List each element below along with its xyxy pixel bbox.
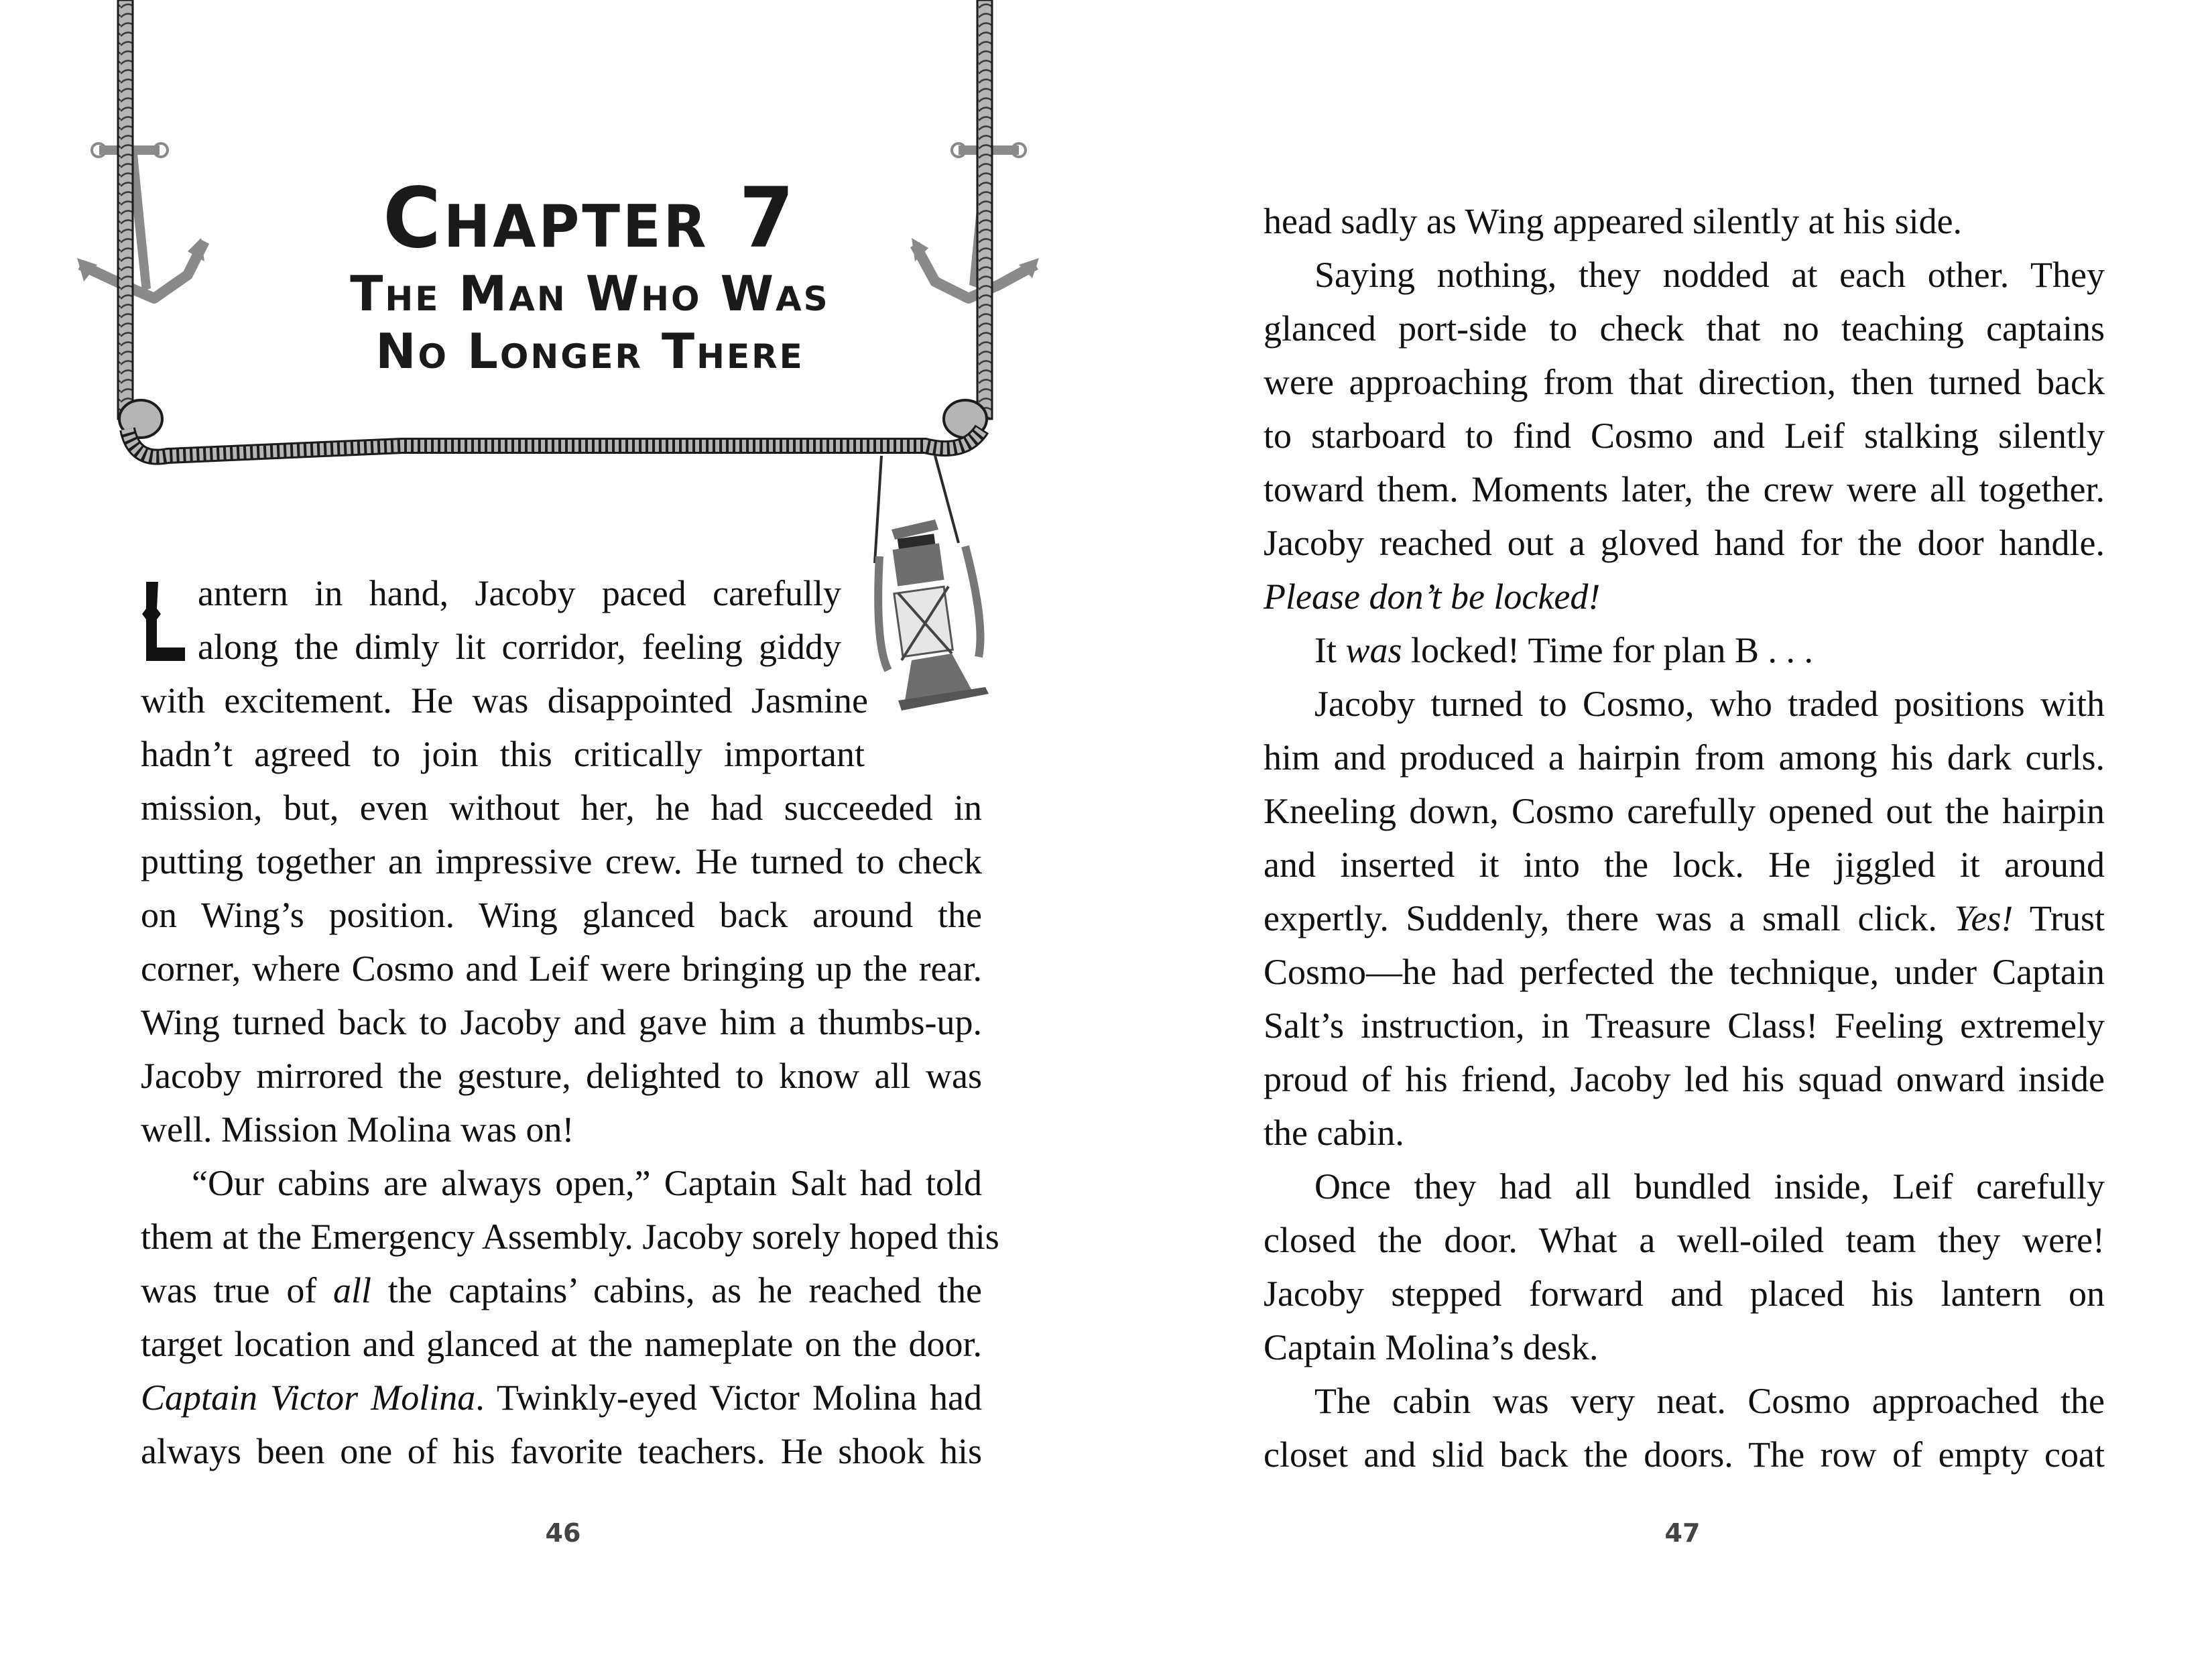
text-line: to starboard to find Cosmo and Leif stalking silently — [1264, 416, 2105, 456]
drop-cap-L — [141, 582, 188, 662]
page-number: 46 — [545, 1518, 581, 1548]
text-line: on Wing’s position. Wing glanced back around the — [141, 895, 982, 935]
text-line: It was locked! Time for plan B . . . — [1314, 630, 1814, 670]
text-line: hadn’t agreed to join this critically important — [141, 734, 865, 774]
text-line: toward them. Moments later, the crew were all together. — [1264, 469, 2105, 509]
text-line: Cosmo—he had perfected the technique, under Captain — [1264, 952, 2105, 992]
page-number: 47 — [1664, 1518, 1701, 1548]
text-line: Jacoby stepped forward and placed his lantern on — [1264, 1274, 2105, 1314]
text-line: Salt’s instruction, in Treasure Class! Feeling extremely — [1264, 1005, 2105, 1046]
anchor-right-icon — [912, 143, 1039, 298]
text-line: proud of his friend, Jacoby led his squad onward inside — [1264, 1059, 2105, 1099]
text-line: Captain Victor Molina. Twinkly-eyed Victor Molina had — [141, 1377, 982, 1418]
text-line: corner, where Cosmo and Leif were bringing up the rear. — [141, 948, 982, 989]
text-line: putting together an impressive crew. He turned to check — [141, 841, 982, 881]
text-line: him and produced a hairpin from among his dark curls. — [1264, 737, 2105, 778]
chapter-heading — [255, 171, 925, 380]
chapter-title-line-1: The Man Who Was — [350, 265, 830, 322]
text-line: Saying nothing, they nodded at each other. They — [1314, 255, 2105, 295]
right-page — [1106, 0, 2212, 1659]
text-line: The cabin was very neat. Cosmo approached the — [1314, 1381, 2105, 1421]
text-line: mission, but, even without her, he had succeeded in — [141, 788, 982, 828]
text-line: Captain Molina’s desk. — [1264, 1327, 1599, 1367]
hanging-lantern-icon — [875, 456, 989, 711]
anchor-left-icon — [77, 143, 204, 298]
text-line: Kneeling down, Cosmo carefully opened out the hairpin — [1264, 791, 2105, 831]
right-body-text — [1264, 194, 2105, 1481]
text-line: Wing turned back to Jacoby and gave him a thumbs-up. — [141, 1002, 982, 1042]
text-line: with excitement. He was disappointed Jasmine — [141, 680, 868, 721]
text-line: head sadly as Wing appeared silently at his side. — [1264, 201, 1963, 241]
text-line: were approaching from that direction, then turned back — [1264, 362, 2105, 402]
text-line: glanced port-side to check that no teaching captains — [1264, 308, 2105, 349]
text-line: Once they had all bundled inside, Leif carefully — [1314, 1166, 2105, 1207]
text-line: Jacoby mirrored the gesture, delighted to know all was — [141, 1056, 982, 1096]
text-line: antern in hand, Jacoby paced carefully — [198, 573, 841, 613]
chapter-title-line-2: No Longer There — [375, 323, 804, 379]
wrap-lines — [141, 674, 868, 781]
text-line: Jacoby turned to Cosmo, who traded positions with — [1314, 684, 2105, 724]
text-line: target location and glanced at the nameplate on the door. — [141, 1324, 982, 1364]
text-line: “Our cabins are always open,” Captain Salt had told — [192, 1163, 982, 1203]
text-line: the cabin. — [1264, 1113, 1404, 1153]
text-line: and inserted it into the lock. He jiggled it around — [1264, 845, 2105, 885]
chapter-number: Chapter 7 — [383, 169, 797, 267]
text-line: expertly. Suddenly, there was a small click. Yes! Trust — [1264, 898, 2105, 938]
text-line: closed the door. What a well-oiled team they were! — [1264, 1220, 2105, 1260]
text-line: closet and slid back the doors. The row of empty coat — [1264, 1434, 2105, 1475]
text-line: Jacoby reached out a gloved hand for the door handle. — [1264, 523, 2105, 563]
text-line: them at the Emergency Assembly. Jacoby sorely hoped this — [141, 1217, 999, 1257]
text-line: always been one of his favorite teachers. He shook his — [141, 1431, 982, 1471]
text-line: well. Mission Molina was on! — [141, 1109, 574, 1150]
text-line: Please don’t be locked! — [1264, 576, 1601, 617]
text-line: along the dimly lit corridor, feeling giddy — [198, 627, 841, 667]
opening-lines — [198, 566, 841, 674]
left-body-text — [141, 781, 999, 1478]
text-line: was true of all the captains’ cabins, as he reached the — [141, 1270, 982, 1310]
